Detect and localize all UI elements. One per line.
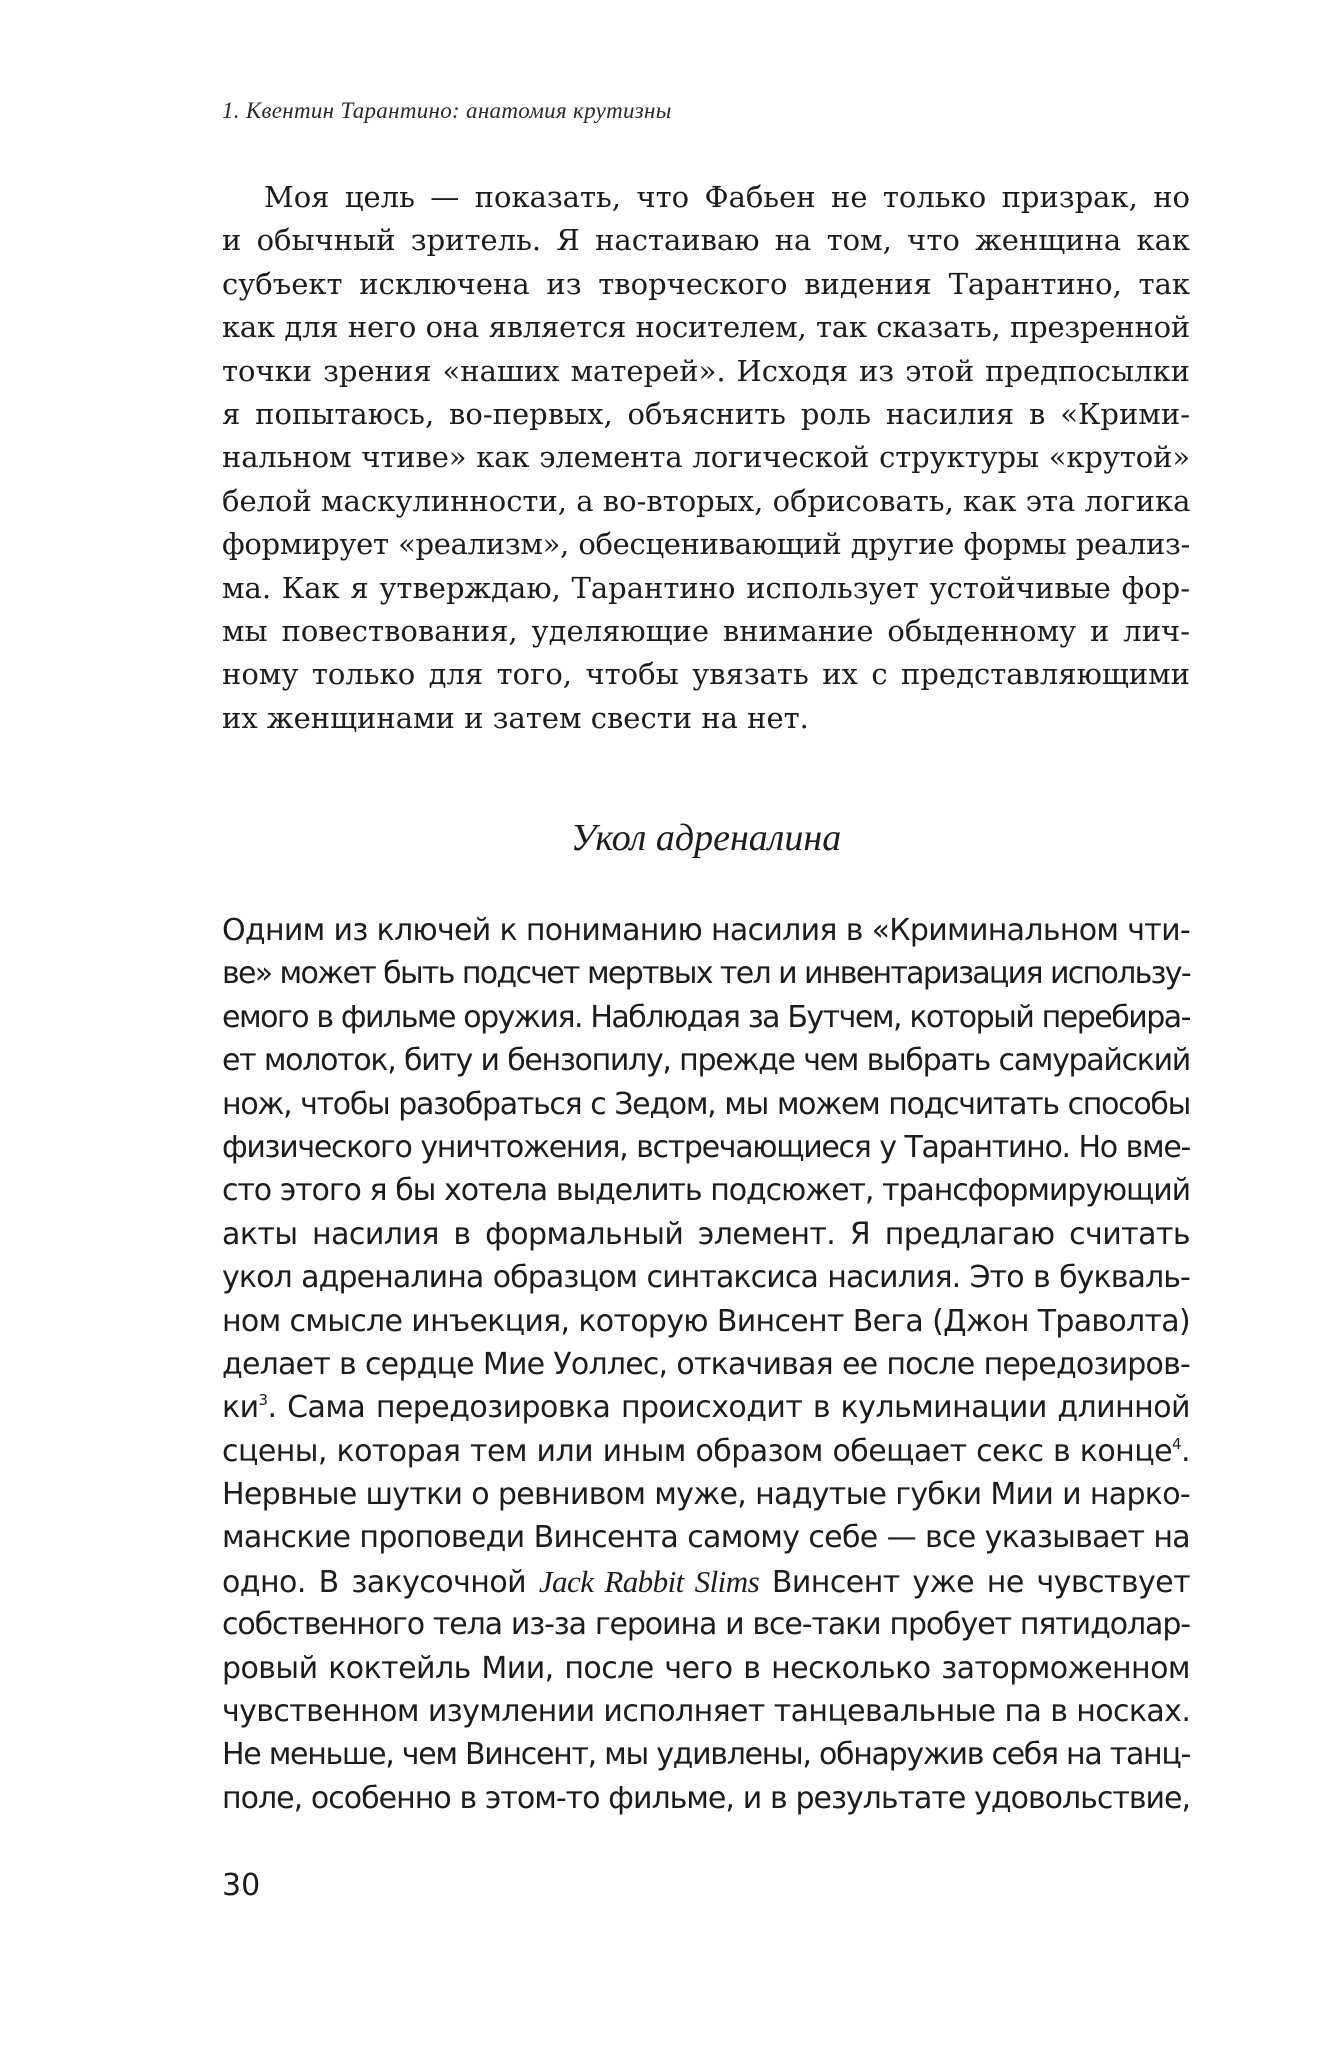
text-line: сто этого я бы хотела выделить подсюжет, трансформирующий [222,1173,1190,1209]
text-line: чувственном изумлении исполняет танцевальные па в носках. [222,1694,1191,1730]
text-line [222,1430,1190,1473]
text-line: манские проповеди Винсента самому себе — все указывает на [222,1520,1190,1556]
text-line: я попытаюсь, во-первых, объяснить роль насилия в «Крими- [222,396,1190,431]
text-line: как для него она является носителем, так сказать, презренной [222,310,1190,345]
text-line [222,1386,1190,1429]
text-line: собственного тела из-за героина и все-таки пробует пятидолар- [222,1607,1190,1643]
text-line: делает в сердце Мие Уоллес, откачивая ее после передозиров- [222,1346,1190,1382]
line-segment: . [1181,1433,1190,1469]
text-line: мы повествования, уделяющие внимание обыденному и лич- [222,613,1190,648]
page-number: 30 [222,1868,261,1903]
footnote-ref-4[interactable]: 4 [1172,1434,1181,1453]
text-line: формирует «реализм», обесценивающий другие формы реализ- [222,527,1190,562]
paragraph-2 [222,909,1190,1820]
line-segment: Винсент уже не чувствует [759,1564,1190,1600]
text-line: Нервные шутки о ревнивом муже, надутые губки Мии и нарко- [222,1477,1190,1513]
text-line: Одним из ключей к пониманию насилия в «Криминальном чти- [222,913,1190,948]
section-heading: Укол адреналина [570,817,842,859]
line-segment: сцены, которая тем или иным образом обещает секс в конце [222,1433,1172,1469]
text-line: ном смысле инъекция, которую Винсент Вега (Джон Траволта) [222,1303,1190,1339]
text-line: ному только для того, чтобы увязать их с представляющими [222,657,1190,692]
text-line: их женщинами и затем свести на нет. [222,700,809,735]
text-line: акты насилия в формальный элемент. Я предлагаю считать [222,1216,1190,1252]
paragraph-1 [222,176,1190,740]
text-line: емого в фильме оружия. Наблюдая за Бутчем, который перебира- [222,999,1190,1035]
line-segment: . Сама передозировка происходит в кульминации длинной [267,1390,1190,1426]
text-line: ровый коктейль Мии, после чего в несколько заторможенном [222,1650,1190,1686]
text-line [222,1560,1190,1603]
running-head: 1. Квентин Тарантино: анатомия крутизны [222,98,672,123]
text-line: физического уничтожения, встречающиеся у Тарантино. Но вме- [222,1129,1190,1165]
italic-title: Jack Rabbit Slims [538,1563,760,1599]
text-line: нож, чтобы разобраться с Зедом, мы можем подсчитать способы [222,1086,1190,1122]
line-segment: ки [222,1390,259,1426]
text-line: субъект исключена из творческого видения Тарантино, так [222,266,1190,301]
text-line: ет молоток, биту и бензопилу, прежде чем выбрать самурайский [222,1043,1190,1079]
text-line: и обычный зритель. Я настаиваю на том, что женщина как [222,223,1190,258]
text-line: нальном чтиве» как элемента логической структуры «крутой» [222,440,1190,475]
text-line: поле, особенно в этом-то фильме, и в результате удовольствие, [222,1780,1190,1816]
text-line: ма. Как я утверждаю, Тарантино использует устойчивые фор- [222,570,1190,605]
text-line: Не меньше, чем Винсент, мы удивлены, обнаружив себя на танц- [222,1737,1190,1773]
text-line: точки зрения «наших матерей». Исходя из этой предпосылки [222,353,1190,388]
text-line: Моя цель — показать, что Фабьен не только призрак, но [264,180,1190,214]
text-line: ве» может быть подсчет мертвых тел и инвентаризация использу- [222,956,1190,992]
text-line: укол адреналина образцом синтаксиса насилия. Это в букваль- [222,1260,1190,1296]
text-line: белой маскулинности, а во-вторых, обрисовать, как эта логика [222,483,1191,518]
line-segment: одно. В закусочной [222,1564,539,1600]
footnote-ref-3[interactable]: 3 [258,1391,268,1410]
